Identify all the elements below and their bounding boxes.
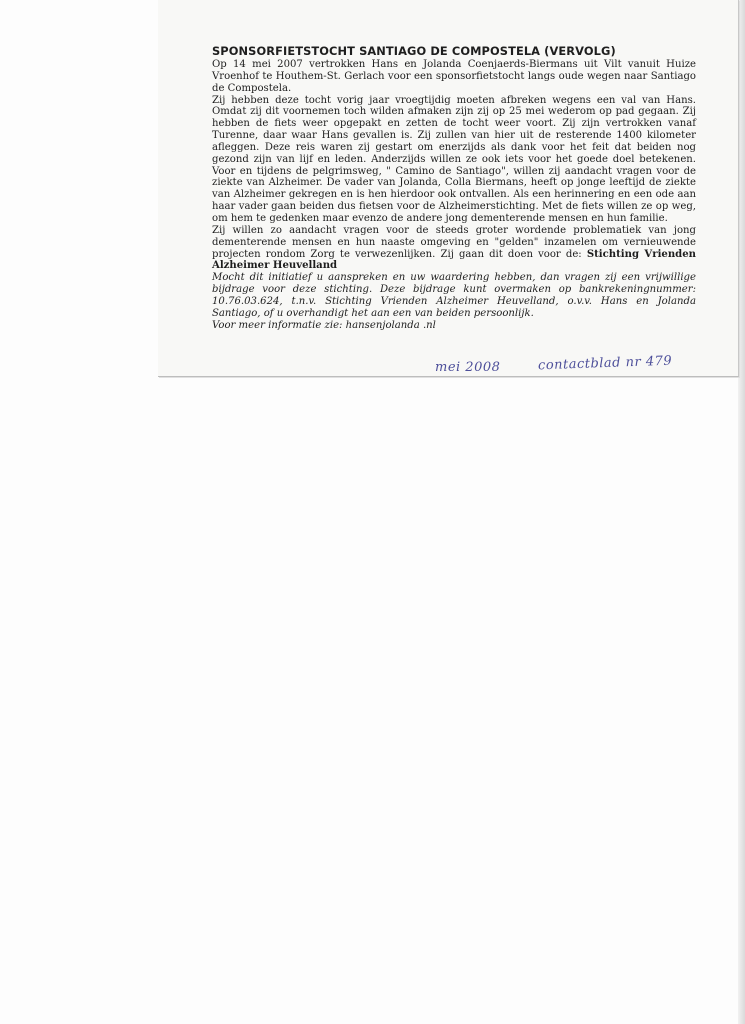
- article-paragraph-3: [212, 225, 696, 272]
- foundation-name: Stichting Vrienden Alzheimer Heuvelland: [212, 248, 696, 272]
- handwritten-reference: contactblad nr 479: [537, 353, 673, 374]
- handwritten-date: mei 2008: [435, 360, 501, 375]
- page-edge-shadow: [738, 0, 745, 1024]
- article-paragraph-1: Op 14 mei 2007 vertrokken Hans en Jolanda Coenjaerds-Biermans uit Vilt vanuit Huize Vroenhof te Houthem-St. Gerlach voor een sponsorfietstocht langs oude wegen naar Santiago de Compostela.: [212, 59, 696, 94]
- more-info-line: Voor meer informatie zie: hansenjolanda .nl: [212, 319, 436, 331]
- article-paragraph-2: Zij hebben deze tocht vorig jaar vroegtijdig moeten afbreken wegens een val van Hans. Omdat zij dit voornemen toch wilden afmaken zijn zij op 25 mei wederom op pad gegaan. Zij hebben de fiets weer opgepakt en zetten de tocht weer voort. Zij zijn vertrokken vanaf Turenne, daar waar Hans gevallen is. Zij zullen van hier uit de resterende 1400 kilometer afleggen. Deze reis waren zij gestart om enerzijds als dank voor het feit dat beiden nog gezond zijn van lijf en leden. Anderzijds willen ze ook iets voor het goede doel betekenen. Voor en tijdens de pelgrimsweg, " Camino de Santiago", willen zij aandacht vragen voor de ziekte van Alzheimer. De vader van Jolanda, Colla Biermans, heeft op jonge leeftijd de ziekte van Alzheimer gekregen en is hen hierdoor ook ontvallen. Als een herinnering en een ode aan haar vader gaan beiden dus fietsen voor de Alzheimerstichting. Met de fiets willen ze op weg, om hem te gedenken maar evenzo de andere jong dementerende mensen en hun familie.: [212, 94, 696, 224]
- paragraph-3-text: Zij willen zo aandacht vragen voor de steeds groter wordende problematiek van jong dementerende mensen en hun naaste omgeving en "gelden" inzamelen om vernieuwende projecten rondom Zorg te verwezenlijken. Zij gaan dit doen voor de:: [212, 224, 696, 260]
- article: [212, 44, 696, 331]
- article-headline: SPONSORFIETSTOCHT SANTIAGO DE COMPOSTELA (VERVOLG): [212, 44, 616, 58]
- donation-appeal: Mocht dit initiatief u aanspreken en uw waardering hebben, dan vragen zij een vrijwillige bijdrage voor deze stichting. Deze bijdrage kunt overmaken op bankrekeningnummer: 10.76.03.624, t.n.v. Stichting Vrienden Alzheimer Heuvelland, o.v.v. Hans en Jolanda Santiago, of u overhandigt het aan een van beiden persoonlijk.: [212, 272, 696, 319]
